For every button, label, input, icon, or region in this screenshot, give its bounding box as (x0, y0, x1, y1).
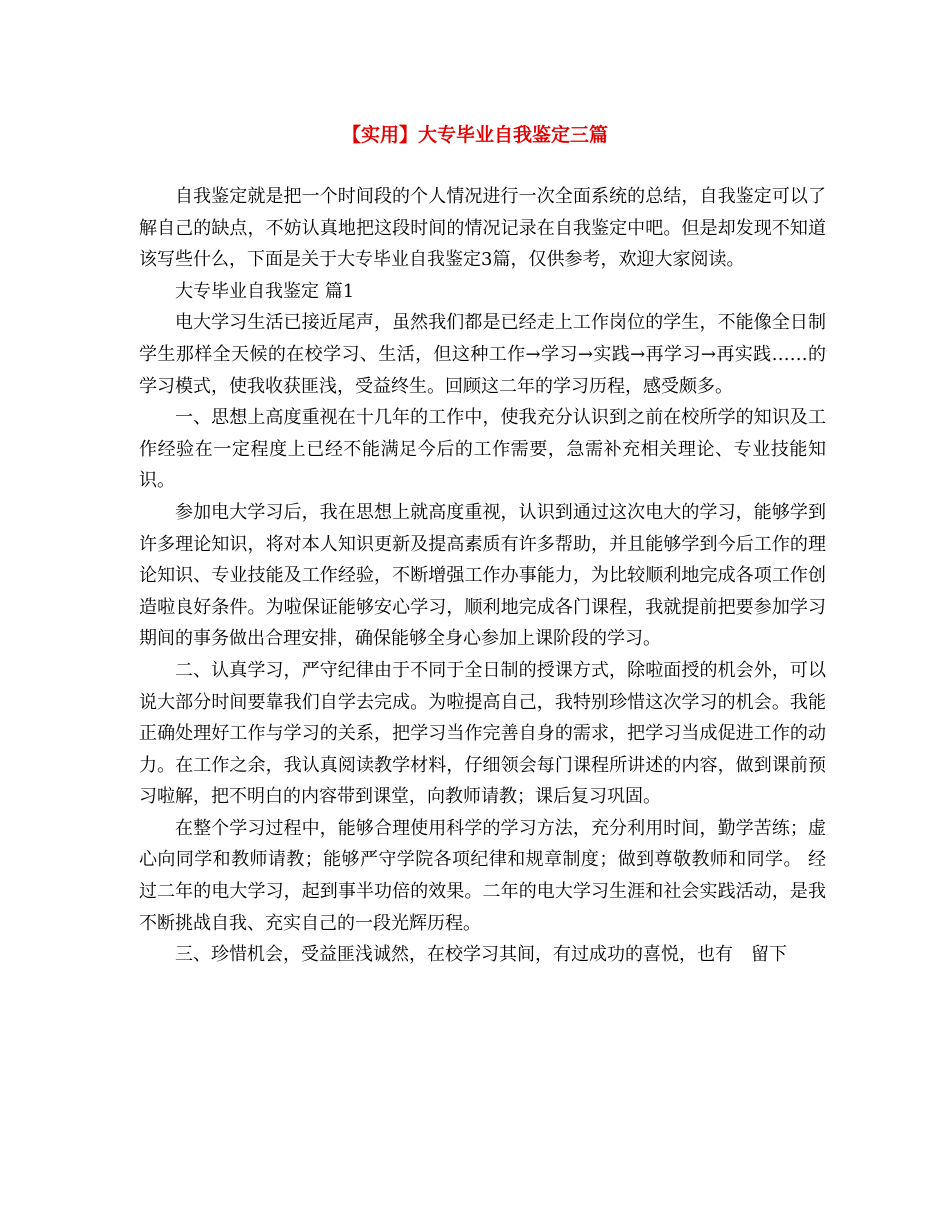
body-paragraph: 参加电大学习后，我在思想上就高度重视，认识到通过这次电大的学习，能够学到许多理论知识，将对本人知识更新及提高素质有许多帮助，并且能够学到今后工作的理论知识、专业技能及工作经验，不断增强工作办事能力，为比较顺利地完成各项工作创造啦良好条件。为啦保证能够安心学习，顺利地完成各门课程，我就提前把要参加学习期间的事务做出合理安排，确保能够全身心参加上课阶段的学习。 (139, 501, 826, 650)
section-heading: 大专毕业自我鉴定 篇1 (175, 280, 355, 302)
document-body (139, 181, 826, 971)
body-paragraph: 一、思想上高度重视在十几年的工作中，使我充分认识到之前在校所学的知识及工作经验在一定程度上已经不能满足今后的工作需要，急需补充相关理论、专业技能知识。 (139, 407, 826, 492)
body-paragraph: 二、认真学习，严守纪律由于不同于全日制的授课方式，除啦面授的机会外，可以说大部分时间要靠我们自学去完成。为啦提高自己，我特别珍惜这次学习的机会。我能正确处理好工作与学习的关系，把学习当作完善自身的需求，把学习当成促进工作的动力。在工作之余，我认真阅读教学材料，仔细领会每门课程所讲述的内容，做到课前预习啦解，把不明白的内容带到课堂，向教师请教；课后复习巩固。 (139, 659, 826, 808)
body-paragraph: 电大学习生活已接近尾声，虽然我们都是已经走上工作岗位的学生，不能像全日制学生那样全天候的在校学习、生活，但这种工作→学习→实践→再学习→再实践……的学习模式，使我收获匪浅，受益终生。回顾这二年的学习历程，感受颇多。 (139, 312, 826, 397)
body-paragraph: 三、珍惜机会，受益匪浅诚然，在校学习其间，有过成功的喜悦，也有 留下 (175, 944, 787, 966)
body-paragraph: 在整个学习过程中，能够合理使用科学的学习方法，充分利用时间，勤学苦练；虚心向同学和教师请教；能够严守学院各项纪律和规章制度；做到尊敬教师和同学。 经过二年的电大学习，起到事半功倍的效果。二年的电大学习生涯和社会实践活动，是我不断挑战自我、充实自己的一段光辉历程。 (139, 817, 826, 934)
intro-paragraph: 自我鉴定就是把一个时间段的个人情况进行一次全面系统的总结，自我鉴定可以了解自己的缺点，不妨认真地把这段时间的情况记录在自我鉴定中吧。但是却发现不知道该写些什么，下面是关于大专毕业自我鉴定3篇，仅供参考，欢迎大家阅读。 (139, 186, 826, 271)
document-title: 【实用】大专毕业自我鉴定三篇 (341, 124, 608, 146)
